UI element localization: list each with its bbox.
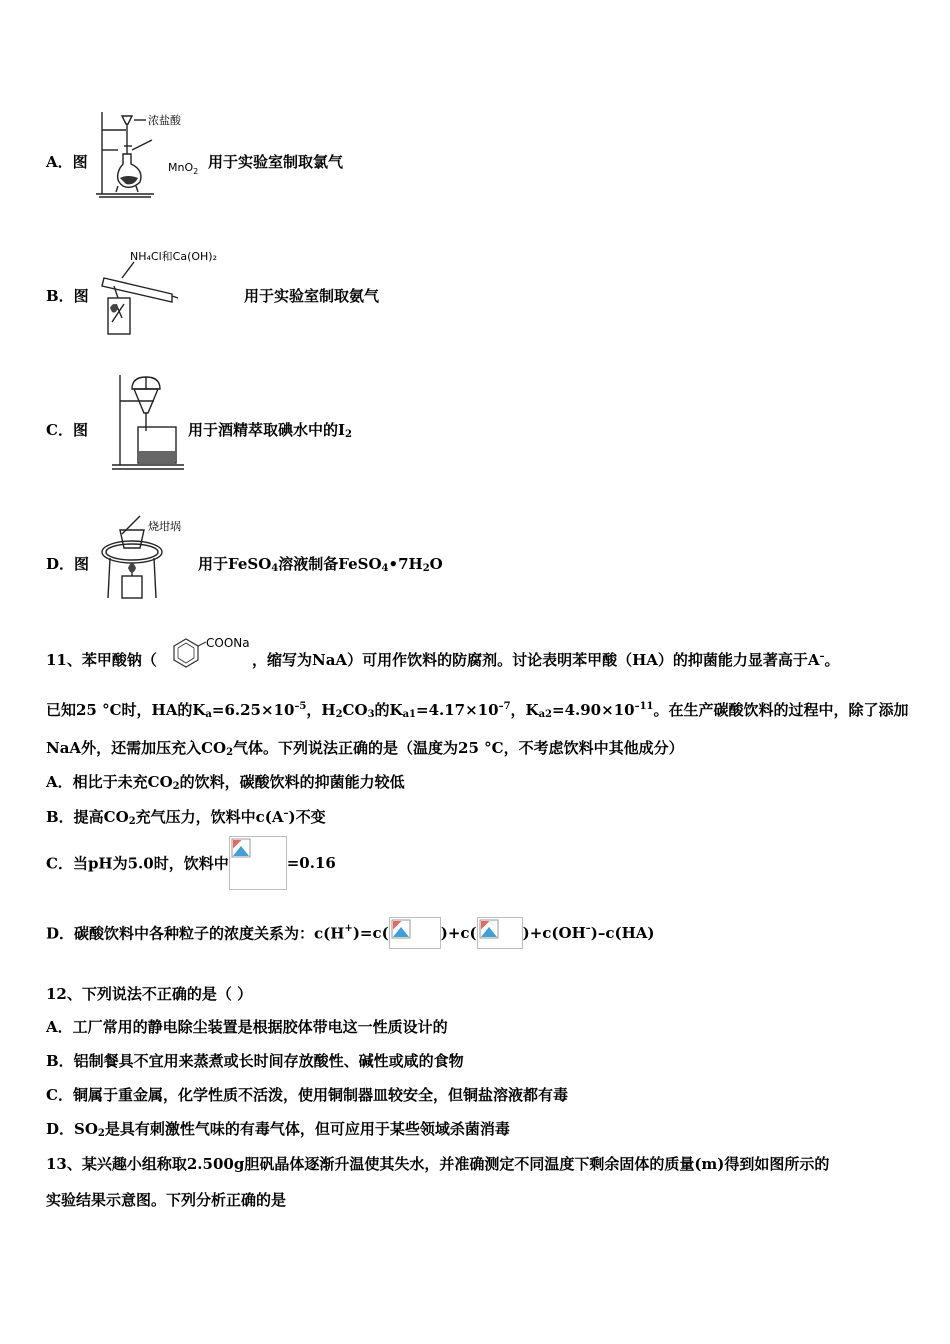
q12b-text: B．铝制餐具不宜用来蒸煮或长时间存放酸性、碱性或咸的食物 — [46, 1052, 464, 1070]
d-sub-2: 4 — [381, 563, 389, 574]
p2f: =4.17×10 — [416, 701, 499, 719]
p2g: ，K — [510, 701, 539, 719]
d-text-4: O — [429, 555, 443, 573]
q13-text-2: 实验结果示意图。下列分析正确的是 — [46, 1191, 287, 1209]
question-11-context — [46, 737, 684, 758]
q11b-text-2: 充气压力，饮料中c(A — [135, 808, 284, 826]
d-text-1: 用于FeSO — [198, 555, 272, 573]
q11-intro-end: 。 — [824, 651, 840, 669]
option-12a — [46, 1016, 448, 1037]
reagent-label: NH₄Cl和Ca(OH)₂ — [130, 250, 217, 263]
q11d-sup-1: + — [344, 923, 353, 934]
option-11b — [46, 806, 326, 827]
broken-image-placeholder — [229, 836, 287, 890]
p2g-sub: a2 — [538, 709, 553, 720]
p2a: 已知25 °C时，HA的K — [46, 701, 206, 719]
option-10c-label: C．图 — [46, 421, 88, 439]
option-10c — [46, 419, 88, 440]
q11a-text-2: 的饮料，碳酸饮料的抑菌能力较低 — [179, 773, 405, 791]
broken-image-icon — [391, 919, 411, 939]
q11d-text-3: )+c( — [440, 924, 477, 942]
ammonia-apparatus-figure — [96, 238, 236, 338]
question-12-stem — [46, 983, 252, 1004]
q11b-sup: – — [283, 808, 289, 819]
broken-image-placeholder — [389, 917, 441, 949]
q11b-text-3: )不变 — [288, 808, 326, 826]
p2b-sup: –5 — [294, 701, 307, 712]
q11d-text-4: )+c(OH — [522, 924, 586, 942]
q12a-text: A．工厂常用的静电除尘装置是根据胶体带电这一性质设计的 — [46, 1018, 448, 1036]
option-12c — [46, 1084, 568, 1105]
separatory-funnel-figure — [110, 373, 190, 471]
option-10b-label: B．图 — [46, 287, 89, 305]
broken-image-icon — [479, 919, 499, 939]
question-11-constants — [46, 699, 909, 720]
q11c-text-1: C．当pH为5.0时，饮料中 — [46, 854, 229, 873]
p3a: NaA外，还需加压充入CO — [46, 739, 227, 757]
q12d-text-1: D．SO — [46, 1120, 98, 1138]
q11b-text-1: B．提高CO — [46, 808, 129, 826]
q11-intro-part2: ，缩写为NaA）可用作饮料的防腐剂。讨论表明苯甲酸（HA）的抑菌能力显著高于A — [252, 651, 820, 669]
coona-label: COONa — [206, 636, 250, 650]
p2i: 。在生产碳酸饮料的过程中，除了添加 — [653, 701, 909, 719]
broken-image-placeholder — [477, 917, 523, 949]
d-text-2: 溶液制备FeSO — [278, 555, 382, 573]
p3a-sub: 2 — [226, 747, 234, 758]
q12-stem-text: 12、下列说法不正确的是（ ） — [46, 985, 253, 1003]
option-11c — [46, 836, 336, 890]
sodium-benzoate-structure — [162, 634, 254, 674]
option-10d-text — [198, 553, 443, 574]
q11-intro-part1: 11、苯甲酸钠（ — [46, 651, 157, 669]
p2e: 的K — [374, 701, 403, 719]
question-13-line2 — [46, 1189, 286, 1210]
i2-subscript: 2 — [345, 429, 352, 440]
q11d-text-2: )=c( — [352, 924, 389, 942]
p2h-sup: –11 — [634, 701, 654, 712]
p2h: =4.90×10 — [552, 701, 635, 719]
question-13-line1 — [46, 1153, 829, 1174]
question-11-intro — [46, 649, 157, 670]
q11d-text-1: D．碳酸饮料中各种粒子的浓度关系为：c(H — [46, 924, 345, 943]
p2f-sup: –7 — [498, 701, 511, 712]
p2c: ，H — [306, 701, 336, 719]
p2a-sub: a — [205, 709, 212, 720]
p2d: CO — [342, 701, 368, 719]
q12c-text: C．铜属于重金属，化学性质不活泼，使用铜制器皿较安全，但铜盐溶液都有毒 — [46, 1086, 568, 1104]
option-11a — [46, 771, 405, 792]
q12d-text-2: 是具有刺激性气味的有毒气体，但可应用于某些领域杀菌消毒 — [104, 1120, 510, 1138]
option-10b-description: 用于实验室制取氨气 — [244, 287, 380, 305]
option-10c-description: 用于酒精萃取碘水中的I — [188, 421, 346, 439]
q11a-text-1: A．相比于未充CO — [46, 773, 173, 791]
q13-text-1: 13、某兴趣小组称取2.500g胆矾晶体逐渐升温使其失水，并准确测定不同温度下剩余固体的质量(m)得到如图所示的 — [46, 1155, 830, 1173]
option-10c-text — [188, 419, 352, 440]
q11d-text-5: )–c(HA) — [590, 924, 655, 942]
crucible-label: 烧坩埚 — [148, 520, 181, 533]
option-10d-label: D．图 — [46, 555, 90, 573]
d-text-3: •7H — [388, 555, 423, 573]
q12d-sub: 2 — [97, 1128, 105, 1139]
option-10a-description: 用于实验室制取氯气 — [208, 153, 344, 171]
p2d-sub: 3 — [367, 709, 375, 720]
d-sub-1: 4 — [271, 563, 279, 574]
p2b: =6.25×10 — [211, 701, 295, 719]
option-10a — [46, 151, 88, 172]
option-11d — [46, 917, 655, 949]
q11b-sub: 2 — [128, 816, 136, 827]
option-10b — [46, 285, 89, 306]
question-11-intro-cont — [252, 649, 840, 670]
p3b: 气体。下列说法正确的是（温度为25 °C，不考虑饮料中其他成分） — [233, 739, 684, 757]
option-10a-text — [208, 151, 343, 172]
p2e-sub: a1 — [402, 709, 417, 720]
broken-image-icon — [231, 838, 251, 858]
q11c-text-2: =0.16 — [286, 854, 336, 872]
option-10b-text — [244, 285, 379, 306]
q11a-sub: 2 — [172, 781, 180, 792]
mno2-label: MnO$_2$ — [168, 161, 199, 176]
d-sub-3: 2 — [422, 563, 430, 574]
option-12d — [46, 1118, 510, 1139]
chlorine-apparatus-figure — [96, 108, 206, 200]
p2c-sub: 2 — [335, 709, 343, 720]
concentrated-hcl-label: 浓盐酸 — [148, 114, 181, 127]
option-12b — [46, 1050, 464, 1071]
q11-intro-sup: – — [819, 651, 825, 662]
crucible-heating-figure — [100, 510, 200, 602]
option-10a-label: A．图 — [46, 153, 88, 171]
q11d-sup-2: – — [585, 923, 591, 934]
option-10d — [46, 553, 89, 574]
